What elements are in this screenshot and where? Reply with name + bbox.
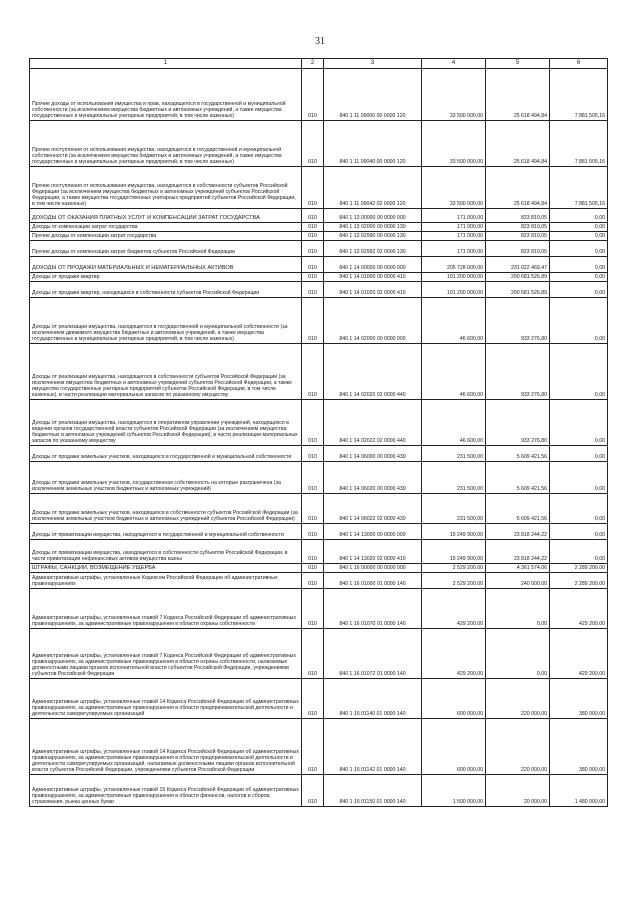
budget-class-code-cell: 840 1 11 09040 00 0000 120 [324, 121, 422, 167]
budget-class-code-cell: 840 1 13 02992 02 0000 130 [324, 241, 422, 257]
approved-plan-cell: 171 000,00 [422, 232, 486, 241]
budget-class-code-cell: 840 1 16 00000 00 0000 000 [324, 564, 422, 573]
revenue-name-cell: Прочие поступления от использования имущества, находящегося в собственности субъектов Российской Федерации (за исключением имущества бюджетных и автономных учреждений субъектов Российской Федерации, а также имущества государственных унитарных предприятий субъектов Российской Федерации, в том числе казенных) [30, 167, 302, 209]
column-header: 2 [302, 59, 324, 69]
line-code-cell: 010 [302, 564, 324, 573]
line-code-cell: 010 [302, 629, 324, 679]
executed-cell: 4 361 574,06 [486, 564, 550, 573]
executed-cell: 25 618 494,84 [486, 121, 550, 167]
table-row [30, 446, 608, 462]
budget-class-code-cell: 840 1 13 00000 00 0000 000 [324, 209, 422, 223]
table-row [30, 775, 608, 807]
approved-plan-cell: 33 500 000,00 [422, 167, 486, 209]
budget-class-code-cell: 840 1 16 01072 01 0000 140 [324, 629, 422, 679]
table-row [30, 223, 608, 232]
unexecuted-cell: 0,00 [550, 273, 608, 282]
revenue-name-cell: Доходы от продажи квартир, находящихся в собственности субъектов Российской Федерации [30, 282, 302, 298]
budget-class-code-cell: 840 1 14 06000 00 0000 430 [324, 446, 422, 462]
executed-cell: 25 618 494,84 [486, 69, 550, 121]
unexecuted-cell: 0,00 [550, 400, 608, 446]
budget-class-code-cell: 840 1 16 01142 01 0000 140 [324, 719, 422, 775]
budget-class-code-cell: 840 1 14 02022 02 0000 440 [324, 400, 422, 446]
unexecuted-cell: 429 200,00 [550, 629, 608, 679]
line-code-cell: 010 [302, 69, 324, 121]
line-code-cell: 010 [302, 167, 324, 209]
approved-plan-cell: 33 500 000,00 [422, 69, 486, 121]
revenue-name-cell: Административные штрафы, установленные главой 14 Кодекса Российской Федерации об административных правонарушениях, за административные правонарушения в области предпринимательской деятельности и деятельности саморегулируемых организаций [30, 679, 302, 719]
revenue-name-cell: Административные штрафы, установленные главой 7 Кодекса Российской Федерации об административных правонарушениях, за административные правонарушения в области охраны собственности, налагаемые должностными лицами органов исполнительной власти субъектов Российской Федерации, учреждениями субъектов Российской Федерации [30, 629, 302, 679]
executed-cell: 23 818 244,22 [486, 524, 550, 540]
table-row [30, 540, 608, 564]
revenue-name-cell: Административные штрафы, установленные главой 7 Кодекса Российской Федерации об административных правонарушениях, за административные правонарушения в области охраны собственности [30, 589, 302, 629]
table-row [30, 232, 608, 241]
table-row [30, 400, 608, 446]
table-row [30, 462, 608, 494]
unexecuted-cell: 0,00 [550, 446, 608, 462]
approved-plan-cell: 231 500,00 [422, 446, 486, 462]
executed-cell: 23 818 244,22 [486, 540, 550, 564]
revenue-name-cell: Доходы от приватизации имущества, находящегося в собственности субъектов Российской Федерации, в части приватизации нефинансовых активов имущества казны [30, 540, 302, 564]
line-code-cell: 010 [302, 232, 324, 241]
revenue-name-cell: Прочие доходы от использования имущества и прав, находящегося в государственной и муниципальной собственности (за исключением имущества бюджетных и автономных учреждений, а также имущества государственных и муниципальных унитарных предприятий, в том числе казенных) [30, 69, 302, 121]
approved-plan-cell: 231 500,00 [422, 494, 486, 524]
unexecuted-cell: 0,00 [550, 540, 608, 564]
line-code-cell: 010 [302, 719, 324, 775]
table-row [30, 679, 608, 719]
executed-cell: 0,00 [486, 629, 550, 679]
approved-plan-cell: 171 000,00 [422, 209, 486, 223]
executed-cell: 25 618 494,84 [486, 167, 550, 209]
approved-plan-cell: 429 200,00 [422, 589, 486, 629]
unexecuted-cell: 0,00 [550, 298, 608, 344]
revenue-name-cell: Доходы от продажи земельных участков, находящихся в государственной и муниципальной собственности [30, 446, 302, 462]
header-row [30, 59, 608, 69]
executed-cell: 933 276,80 [486, 298, 550, 344]
approved-plan-cell: 429 200,00 [422, 629, 486, 679]
executed-cell: 5 609 421,56 [486, 494, 550, 524]
approved-plan-cell: 171 000,00 [422, 223, 486, 232]
budget-class-code-cell: 840 1 14 13000 00 0000 000 [324, 524, 422, 540]
line-code-cell: 010 [302, 540, 324, 564]
revenue-name-cell: Доходы от продажи квартир [30, 273, 302, 282]
unexecuted-cell: 0,00 [550, 494, 608, 524]
budget-class-code-cell: 840 1 14 01000 00 0000 410 [324, 273, 422, 282]
table-row [30, 589, 608, 629]
approved-plan-cell: 46 600,00 [422, 400, 486, 446]
revenue-name-cell: ШТРАФЫ, САНКЦИИ, ВОЗМЕЩЕНИЕ УЩЕРБА [30, 564, 302, 573]
approved-plan-cell: 191 200 000,00 [422, 273, 486, 282]
approved-plan-cell: 231 500,00 [422, 462, 486, 494]
unexecuted-cell: 0,00 [550, 209, 608, 223]
unexecuted-cell: 0,00 [550, 524, 608, 540]
executed-cell: 200 681 526,89 [486, 273, 550, 282]
unexecuted-cell: 380 000,00 [550, 719, 608, 775]
budget-class-code-cell: 840 1 14 13020 02 0000 410 [324, 540, 422, 564]
table-row [30, 257, 608, 273]
line-code-cell: 010 [302, 589, 324, 629]
budget-class-code-cell: 840 1 14 06020 00 0000 430 [324, 462, 422, 494]
budget-class-code-cell: 840 1 14 06022 02 0000 430 [324, 494, 422, 524]
column-header: 5 [486, 59, 550, 69]
line-code-cell: 010 [302, 257, 324, 273]
budget-class-code-cell: 840 1 16 01070 01 0000 140 [324, 589, 422, 629]
unexecuted-cell: 380 000,00 [550, 679, 608, 719]
table-row [30, 629, 608, 679]
line-code-cell: 010 [302, 494, 324, 524]
line-code-cell: 010 [302, 282, 324, 298]
column-header: 6 [550, 59, 608, 69]
executed-cell: 220 000,00 [486, 719, 550, 775]
revenue-name-cell: Прочие поступления от использования имущества, находящегося в государственной и муниципальной собственности (за исключением имущества бюджетных и автономных учреждений, а также имущества государственных и муниципальных унитарных предприятий, в том числе казенных) [30, 121, 302, 167]
approved-plan-cell: 600 000,00 [422, 679, 486, 719]
executed-cell: 240 000,00 [486, 573, 550, 589]
budget-class-code-cell: 840 1 14 02000 00 0000 000 [324, 298, 422, 344]
revenue-name-cell: Доходы от реализации имущества, находящегося в государственной и муниципальной собственности (за исключением движимого имущества бюджетных и автономных учреждений, а также имущества государственных и муниципальных унитарных предприятий, в том числе казенных) [30, 298, 302, 344]
budget-class-code-cell: 840 1 14 00000 00 0000 000 [324, 257, 422, 273]
approved-plan-cell: 1 500 000,00 [422, 775, 486, 807]
line-code-cell: 010 [302, 462, 324, 494]
approved-plan-cell: 33 500 000,00 [422, 121, 486, 167]
budget-table [29, 58, 608, 807]
unexecuted-cell: 0,00 [550, 282, 608, 298]
table-row [30, 524, 608, 540]
table-row [30, 69, 608, 121]
budget-class-code-cell: 840 1 13 02000 00 0000 130 [324, 223, 422, 232]
unexecuted-cell: 7 881 505,16 [550, 69, 608, 121]
budget-class-code-cell: 840 1 16 01140 01 0000 140 [324, 679, 422, 719]
executed-cell: 20 000,00 [486, 775, 550, 807]
revenue-name-cell: ДОХОДЫ ОТ ОКАЗАНИЯ ПЛАТНЫХ УСЛУГ И КОМПЕНСАЦИИ ЗАТРАТ ГОСУДАРСТВА [30, 209, 302, 223]
table-body [30, 69, 608, 807]
table-row [30, 298, 608, 344]
executed-cell: 823 810,05 [486, 223, 550, 232]
revenue-name-cell: Административные штрафы, установленные главой 14 Кодекса Российской Федерации об административных правонарушениях, за административные правонарушения в области предпринимательской деятельности и деятельности саморегулируемых организаций, налагаемые должностными лицами органов исполнительной власти субъектов Российской Федерации, учреждениями субъектов Российской Федерации [30, 719, 302, 775]
revenue-name-cell: Доходы от реализации имущества, находящегося в оперативном управлении учреждений, находящихся в ведении органов государственной власти субъектов Российской Федерации (за исключением имущества бюджетных и автономных учреждений субъектов Российской Федерации), в части реализации материальных запасов по указанному имуществу [30, 400, 302, 446]
table-row [30, 209, 608, 223]
table-row [30, 121, 608, 167]
executed-cell: 200 681 526,89 [486, 282, 550, 298]
page-number: 31 [315, 36, 325, 47]
revenue-name-cell: Доходы от приватизации имущества, находящегося в государственной и муниципальной собственности [30, 524, 302, 540]
revenue-name-cell: ДОХОДЫ ОТ ПРОДАЖИ МАТЕРИАЛЬНЫХ И НЕМАТЕРИАЛЬНЫХ АКТИВОВ [30, 257, 302, 273]
table-row [30, 241, 608, 257]
table-row [30, 719, 608, 775]
unexecuted-cell: 0,00 [550, 344, 608, 400]
table-row [30, 573, 608, 589]
revenue-name-cell: Административные штрафы, установленные Кодексом Российской Федерации об административных правонарушениях [30, 573, 302, 589]
approved-plan-cell: 600 000,00 [422, 719, 486, 775]
table-row [30, 564, 608, 573]
table-row [30, 494, 608, 524]
executed-cell: 0,00 [486, 589, 550, 629]
revenue-name-cell: Доходы от реализации имущества, находящегося в собственности субъектов Российской Федерации (за исключением имущества бюджетных и автономных учреждений субъектов Российской Федерации, а также имущества государственных унитарных предприятий субъектов Российской Федерации, в том числе казенных), в части реализации материальных запасов по указанному имуществу [30, 344, 302, 400]
line-code-cell: 010 [302, 241, 324, 257]
unexecuted-cell: 0,00 [550, 223, 608, 232]
column-header: 3 [324, 59, 422, 69]
executed-cell: 933 276,80 [486, 400, 550, 446]
line-code-cell: 010 [302, 298, 324, 344]
line-code-cell: 010 [302, 775, 324, 807]
budget-class-code-cell: 840 1 14 01020 02 0000 410 [324, 282, 422, 298]
table-row [30, 273, 608, 282]
line-code-cell: 010 [302, 121, 324, 167]
unexecuted-cell: 0,00 [550, 241, 608, 257]
executed-cell: 5 609 421,56 [486, 446, 550, 462]
unexecuted-cell: 7 881 505,16 [550, 121, 608, 167]
column-header: 4 [422, 59, 486, 69]
line-code-cell: 010 [302, 446, 324, 462]
budget-class-code-cell: 840 1 16 01150 01 0000 140 [324, 775, 422, 807]
approved-plan-cell: 205 728 000,00 [422, 257, 486, 273]
line-code-cell: 010 [302, 209, 324, 223]
executed-cell: 5 609 421,56 [486, 462, 550, 494]
approved-plan-cell: 2 529 200,00 [422, 573, 486, 589]
executed-cell: 823 810,05 [486, 209, 550, 223]
revenue-name-cell: Доходы от компенсации затрат государства [30, 223, 302, 232]
unexecuted-cell: 0,00 [550, 462, 608, 494]
line-code-cell: 010 [302, 524, 324, 540]
revenue-name-cell: Доходы от продажи земельных участков, находящихся в собственности субъектов Российской Федерации (за исключением земельных участков бюджетных и автономных учреждений субъектов Российской Федерации) [30, 494, 302, 524]
line-code-cell: 010 [302, 344, 324, 400]
unexecuted-cell: 2 289 200,00 [550, 564, 608, 573]
budget-class-code-cell: 840 1 16 01000 01 0000 140 [324, 573, 422, 589]
approved-plan-cell: 15 249 900,00 [422, 524, 486, 540]
budget-class-code-cell: 840 1 11 09042 02 0000 120 [324, 167, 422, 209]
unexecuted-cell: 0,00 [550, 232, 608, 241]
approved-plan-cell: 191 200 000,00 [422, 282, 486, 298]
approved-plan-cell: 15 249 900,00 [422, 540, 486, 564]
budget-class-code-cell: 840 1 11 09000 00 0000 120 [324, 69, 422, 121]
approved-plan-cell: 46 600,00 [422, 298, 486, 344]
line-code-cell: 010 [302, 273, 324, 282]
budget-class-code-cell: 840 1 14 02020 02 0000 440 [324, 344, 422, 400]
line-code-cell: 010 [302, 573, 324, 589]
table-row [30, 282, 608, 298]
revenue-name-cell: Прочие доходы от компенсации затрат бюджетов субъектов Российской Федерации [30, 241, 302, 257]
approved-plan-cell: 2 529 200,00 [422, 564, 486, 573]
revenue-name-cell: Доходы от продажи земельных участков, государственная собственность на которые разграничена (за исключением земельных участков бюджетных и автономных учреждений) [30, 462, 302, 494]
executed-cell: 220 000,00 [486, 679, 550, 719]
executed-cell: 933 276,80 [486, 344, 550, 400]
line-code-cell: 010 [302, 400, 324, 446]
unexecuted-cell: 2 289 200,00 [550, 573, 608, 589]
executed-cell: 823 810,05 [486, 232, 550, 241]
unexecuted-cell: 1 480 000,00 [550, 775, 608, 807]
revenue-name-cell: Прочие доходы от компенсации затрат государства [30, 232, 302, 241]
table-row [30, 167, 608, 209]
budget-class-code-cell: 840 1 13 02990 00 0000 130 [324, 232, 422, 241]
approved-plan-cell: 171 000,00 [422, 241, 486, 257]
column-header: 1 [30, 59, 302, 69]
unexecuted-cell: 429 200,00 [550, 589, 608, 629]
line-code-cell: 010 [302, 679, 324, 719]
revenue-name-cell: Административные штрафы, установленные главой 15 Кодекса Российской Федерации об административных правонарушениях, за административные правонарушения в области финансов, налогов и сборов, страхования, рынка ценных бумаг [30, 775, 302, 807]
executed-cell: 823 810,05 [486, 241, 550, 257]
executed-cell: 231 022 469,47 [486, 257, 550, 273]
approved-plan-cell: 46 600,00 [422, 344, 486, 400]
line-code-cell: 010 [302, 223, 324, 232]
table-row [30, 344, 608, 400]
unexecuted-cell: 7 881 505,16 [550, 167, 608, 209]
unexecuted-cell: 0,00 [550, 257, 608, 273]
